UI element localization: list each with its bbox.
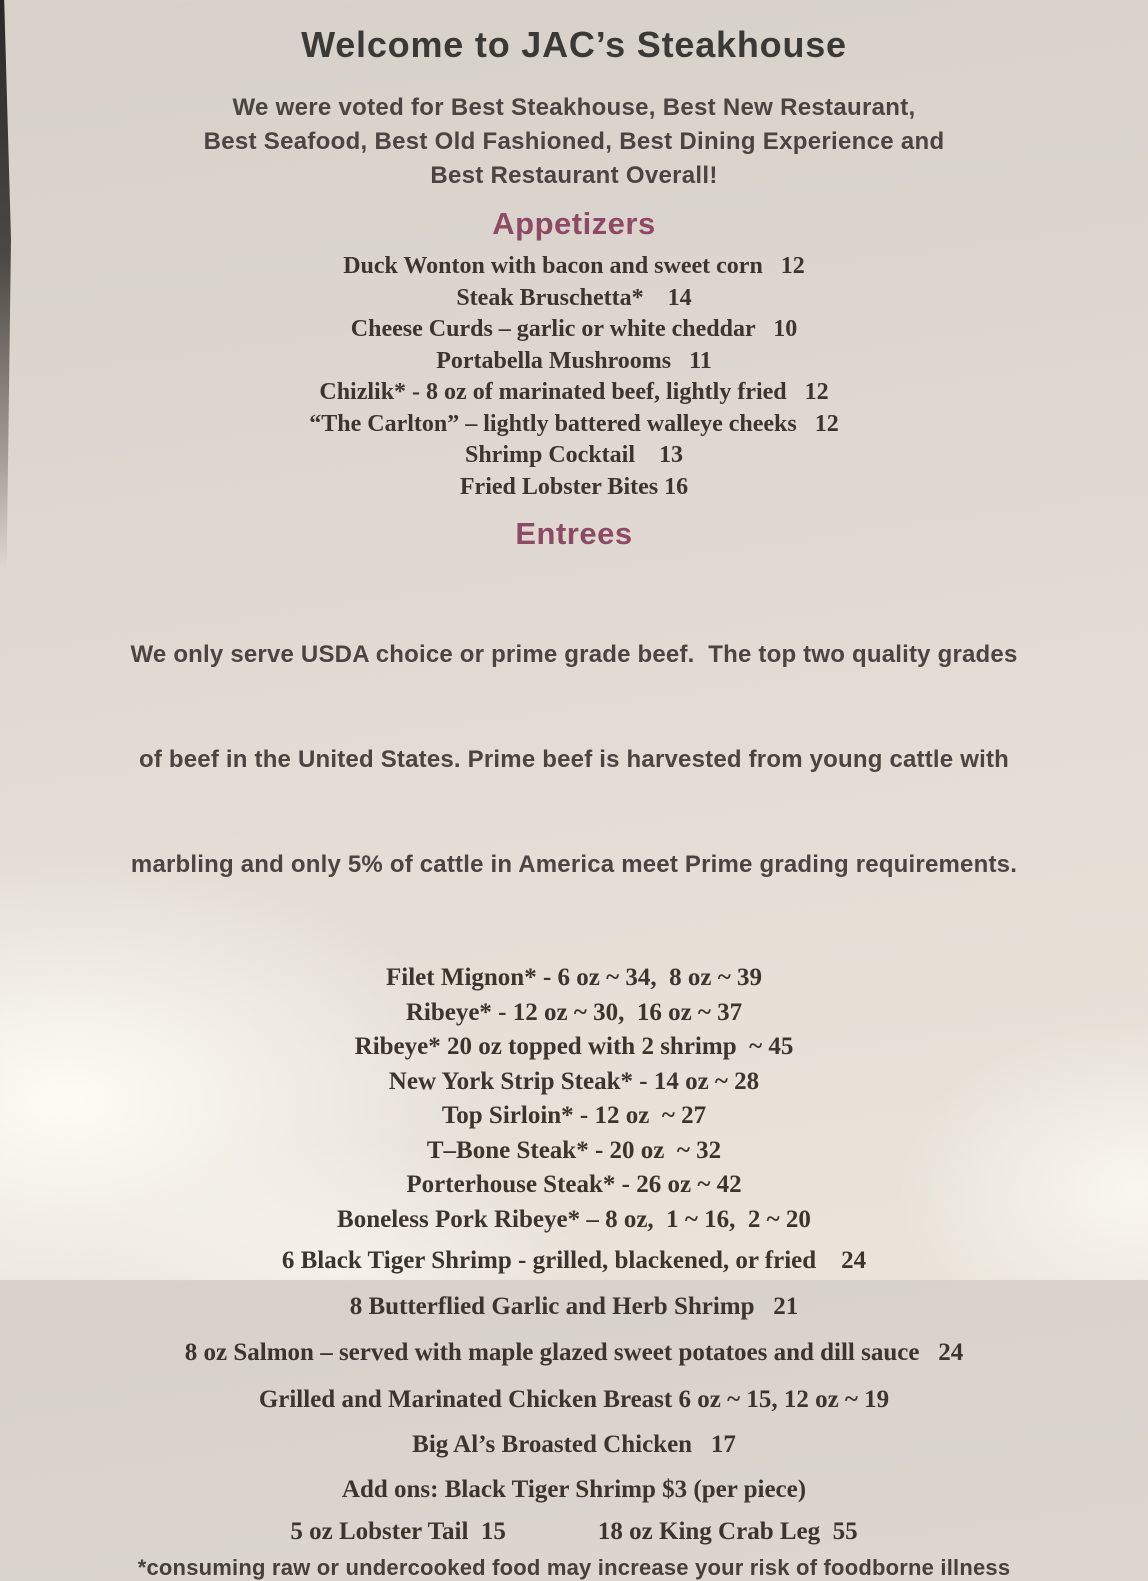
- menu-item-steak-bruschetta: Steak Bruschetta* 14: [456, 284, 692, 311]
- menu-item-shrimp-cocktail: Shrimp Cocktail 13: [464, 442, 683, 468]
- menu-item-boneless-pork-ribeye: Boneless Pork Ribeye* – 8 oz, 1 ~ 16, 2 ~ 20: [337, 1205, 811, 1233]
- menu-title: Welcome to JAC’s Steakhouse: [301, 24, 847, 65]
- menu-item-chizlik: Chizlik* - 8 oz of marinated beef, lightly fried 12: [319, 379, 829, 405]
- menu-item-top-sirloin: Top Sirloin* - 12 oz ~ 27: [441, 1102, 707, 1129]
- menu-item-t-bone-steak: T–Bone Steak* - 20 oz ~ 32: [426, 1136, 722, 1164]
- menu-item-duck-wonton: Duck Wonton with bacon and sweet corn 12: [343, 253, 805, 279]
- menu-item-black-tiger-shrimp: 6 Black Tiger Shrimp - grilled, blackened, or fried 24: [281, 1247, 867, 1274]
- awards-intro-line: Best Restaurant Overall!: [430, 162, 718, 189]
- menu-item-filet-mignon: Filet Mignon* - 6 oz ~ 34, 8 oz ~ 39: [386, 964, 762, 991]
- beef-quality-note-line: marbling and only 5% of cattle in America meet Prime grading requirements.: [130, 851, 1018, 878]
- appetizers-list: [0, 251, 1148, 503]
- menu-item-cheese-curds: Cheese Curds – garlic or white cheddar 10: [350, 316, 798, 342]
- menu-item-the-carlton: “The Carlton” – lightly battered walleye cheeks 12: [309, 410, 839, 437]
- menu-item-lobster-tail: 5 oz Lobster Tail 15: [290, 1518, 506, 1545]
- menu-item-porterhouse-steak: Porterhouse Steak* - 26 oz ~ 42: [406, 1171, 742, 1198]
- beef-quality-note: [0, 567, 1148, 952]
- section-heading-appetizers: Appetizers: [492, 206, 656, 241]
- menu-item-fried-lobster-bites: Fried Lobster Bites 16: [459, 473, 689, 500]
- raw-food-disclaimer: *consuming raw or undercooked food may increase your risk of foodborne illness: [137, 1555, 1011, 1580]
- menu-item-ribeye: Ribeye* - 12 oz ~ 30, 16 oz ~ 37: [405, 998, 743, 1026]
- menu-item-ribeye-20oz-shrimp: Ribeye* 20 oz topped with 2 shrimp ~ 45: [354, 1033, 794, 1060]
- awards-intro-line: Best Seafood, Best Old Fashioned, Best Dining Experience and: [203, 128, 945, 155]
- menu-item-chicken-breast: Grilled and Marinated Chicken Breast 6 oz ~ 15, 12 oz ~ 19: [258, 1385, 890, 1413]
- menu-item-salmon: 8 oz Salmon – served with maple glazed sweet potatoes and dill sauce 24: [184, 1339, 964, 1366]
- menu-item-garlic-herb-shrimp: 8 Butterflied Garlic and Herb Shrimp 21: [349, 1292, 799, 1320]
- menu-item-new-york-strip: New York Strip Steak* - 14 oz ~ 28: [388, 1067, 760, 1095]
- menu-item-broasted-chicken: Big Al’s Broasted Chicken 17: [412, 1431, 736, 1458]
- awards-intro: [0, 91, 1148, 193]
- entrees-list: [0, 961, 1148, 1507]
- menu-item-king-crab-leg: 18 oz King Crab Leg 55: [597, 1518, 858, 1545]
- awards-intro-line: We were voted for Best Steakhouse, Best New Restaurant,: [232, 94, 916, 121]
- section-heading-entrees: Entrees: [515, 516, 633, 551]
- seafood-pair-row: [0, 1518, 1148, 1546]
- menu-item-portabella-mushrooms: Portabella Mushrooms 11: [436, 347, 712, 374]
- beef-quality-note-line: of beef in the United States. Prime beef is harvested from young cattle with: [138, 746, 1010, 773]
- beef-quality-note-line: We only serve USDA choice or prime grade beef. The top two quality grades: [130, 641, 1018, 668]
- menu-item-add-ons: Add ons: Black Tiger Shrimp $3 (per piece): [341, 1475, 807, 1503]
